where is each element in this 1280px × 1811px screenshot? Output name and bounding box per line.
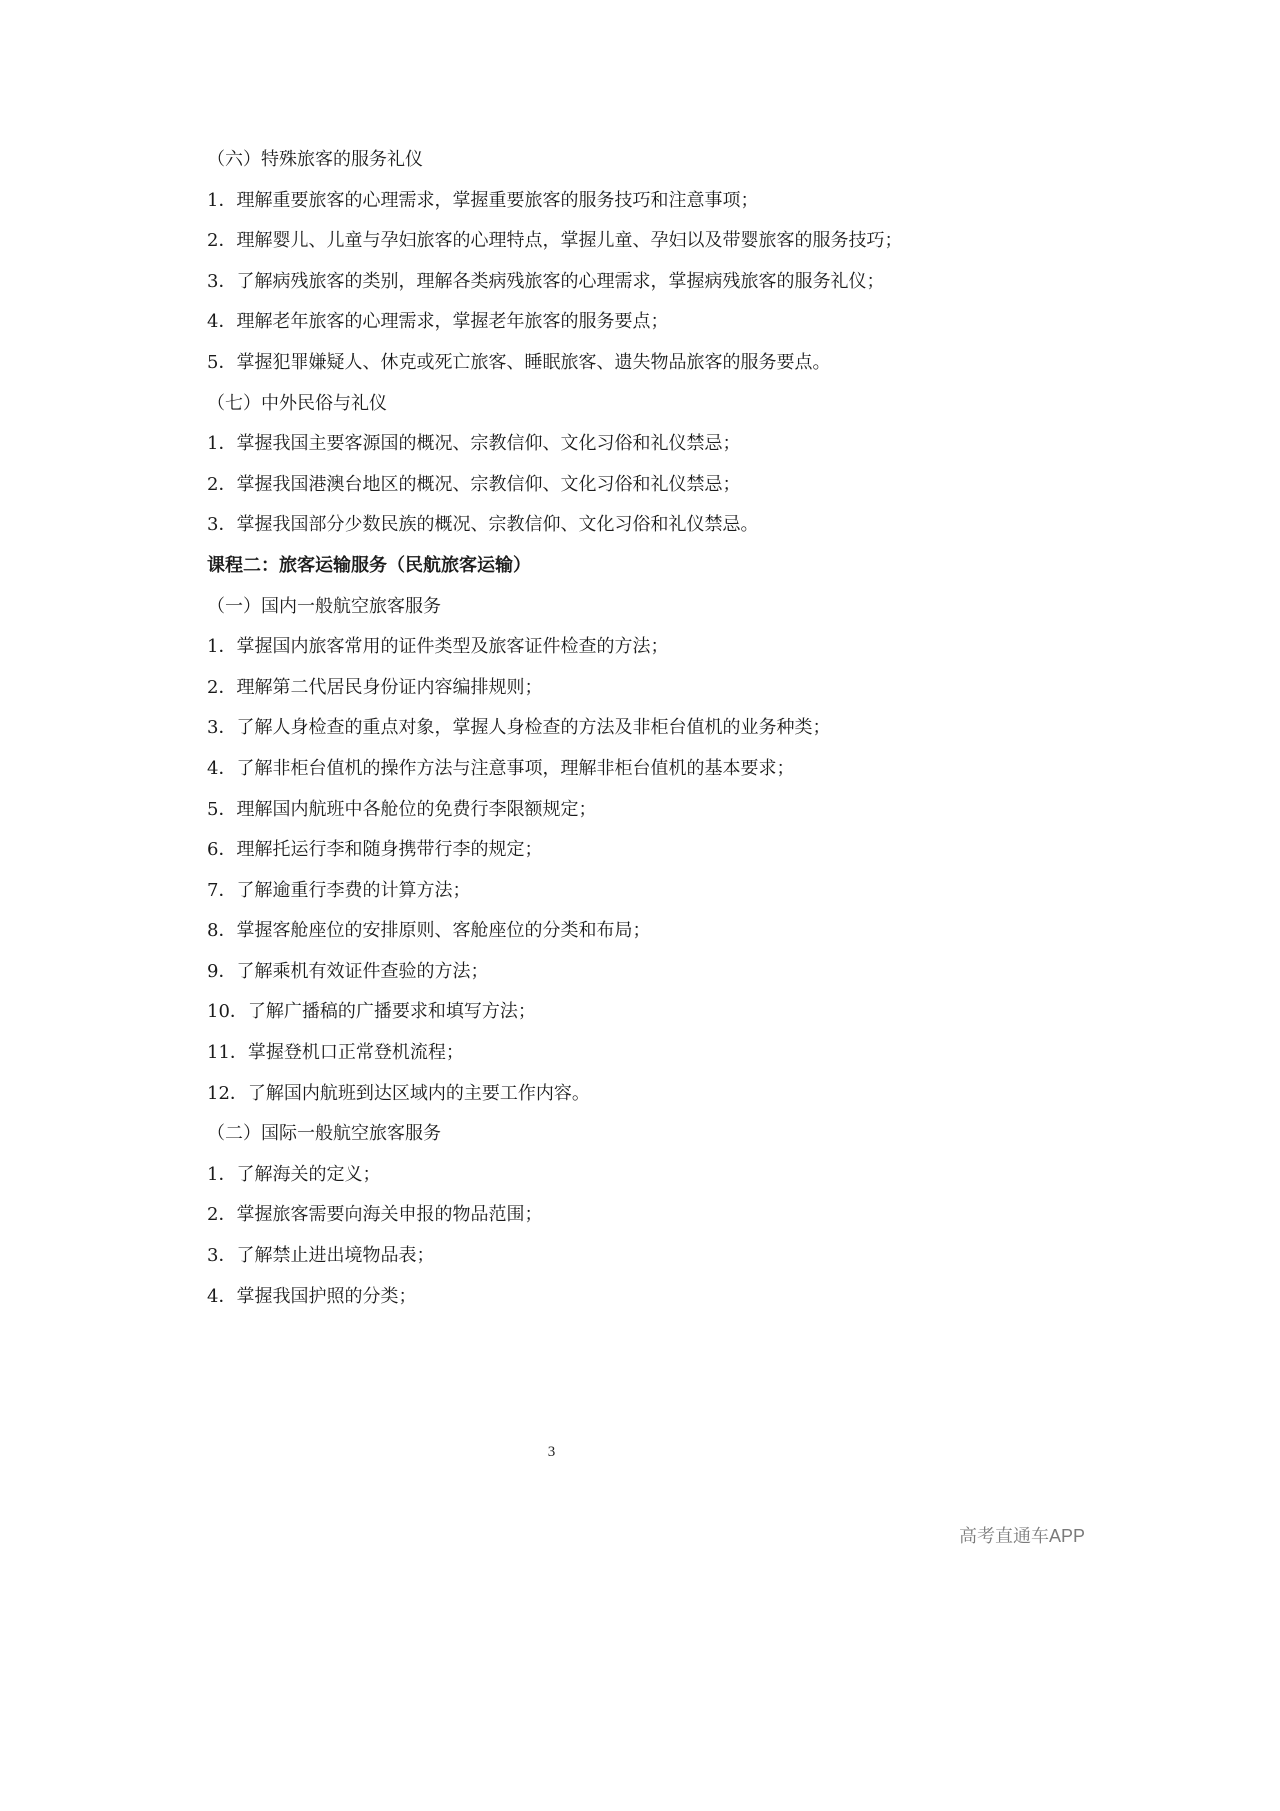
list-item: 2．理解第二代居民身份证内容编排规则； — [207, 676, 543, 698]
list-item: 3．了解人身检查的重点对象，掌握人身检查的方法及非柜台值机的业务种类； — [207, 717, 831, 739]
list-item: 1．掌握我国主要客源国的概况、宗教信仰、文化习俗和礼仪禁忌； — [207, 433, 741, 455]
list-item: 4．掌握我国护照的分类； — [207, 1285, 417, 1307]
list-item: 5．掌握犯罪嫌疑人、休克或死亡旅客、睡眠旅客、遗失物品旅客的服务要点。 — [207, 351, 831, 373]
list-item: 11．掌握登机口正常登机流程； — [207, 1042, 464, 1064]
list-item: 4．了解非柜台值机的操作方法与注意事项，理解非柜台值机的基本要求； — [207, 757, 795, 779]
watermark-text: 高考直通车APP — [958, 1526, 1085, 1546]
list-item: 6．理解托运行李和随身携带行李的规定； — [207, 839, 543, 861]
list-item: 10．了解广播稿的广播要求和填写方法； — [207, 1001, 536, 1023]
list-item: 12．了解国内航班到达区域内的主要工作内容。 — [207, 1082, 590, 1104]
section-heading-2: （二）国际一般航空旅客服务 — [207, 1123, 441, 1145]
list-item: 3．了解禁止进出境物品表； — [207, 1245, 435, 1267]
list-item: 1．了解海关的定义； — [207, 1163, 381, 1185]
document-body — [165, 140, 955, 1317]
list-item: 4．理解老年旅客的心理需求，掌握老年旅客的服务要点； — [207, 311, 669, 333]
list-item: 7．了解逾重行李费的计算方法； — [207, 879, 471, 901]
section-heading-6: （六）特殊旅客的服务礼仪 — [207, 149, 423, 170]
list-item: 2．掌握旅客需要向海关申报的物品范围； — [207, 1204, 543, 1226]
page-number: 3 — [547, 1444, 556, 1460]
list-item: 2．理解婴儿、儿童与孕妇旅客的心理特点，掌握儿童、孕妇以及带婴旅客的服务技巧； — [207, 230, 903, 252]
list-item: 3．了解病残旅客的类别，理解各类病残旅客的心理需求，掌握病残旅客的服务礼仪； — [207, 270, 885, 292]
list-item: 2．掌握我国港澳台地区的概况、宗教信仰、文化习俗和礼仪禁忌； — [207, 473, 741, 495]
section-heading-7: （七）中外民俗与礼仪 — [207, 392, 387, 414]
list-item: 1．掌握国内旅客常用的证件类型及旅客证件检查的方法； — [207, 636, 669, 658]
list-item: 1．理解重要旅客的心理需求，掌握重要旅客的服务技巧和注意事项； — [207, 189, 759, 211]
list-item: 8．掌握客舱座位的安排原则、客舱座位的分类和布局； — [207, 920, 651, 942]
course-heading: 课程二：旅客运输服务（民航旅客运输） — [207, 554, 531, 576]
list-item: 3．掌握我国部分少数民族的概况、宗教信仰、文化习俗和礼仪禁忌。 — [207, 514, 759, 536]
list-item: 5．理解国内航班中各舱位的免费行李限额规定； — [207, 798, 597, 820]
list-item: 9．了解乘机有效证件查验的方法； — [207, 960, 489, 982]
section-heading-1: （一）国内一般航空旅客服务 — [207, 595, 441, 617]
